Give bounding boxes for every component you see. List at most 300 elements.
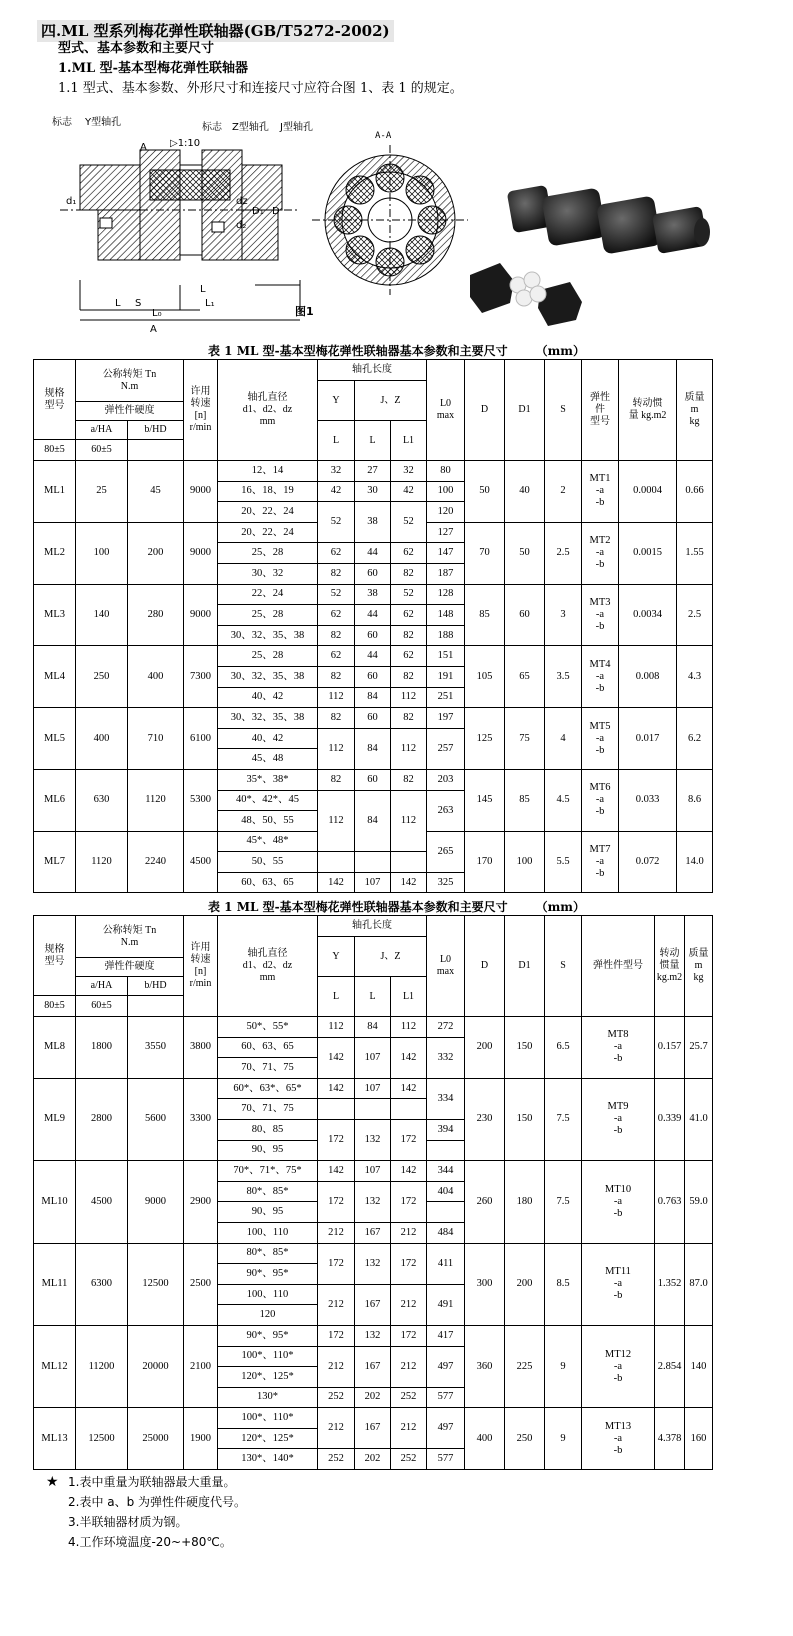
table-row [34,1408,713,1429]
cell-inertia: 4.378 [655,1408,685,1470]
cell-bore-dia: 40、42 [218,687,318,708]
cell-l0: 497 [427,1346,465,1387]
cell-l1: 112 [391,687,427,708]
aa-section-drawing [312,145,468,295]
cell-torque-a: 12500 [76,1408,128,1470]
cell-bore-dia: 90、95 [218,1140,318,1161]
cell-l0: 197 [427,708,465,729]
cell-l1: 252 [391,1387,427,1408]
cell-S: 9 [545,1408,582,1470]
cell-speed: 2500 [184,1243,218,1325]
cell-l: 167 [355,1284,391,1325]
th-hd: b/HD [128,421,184,440]
cell-y: 42 [318,481,355,502]
product-photo [470,185,710,326]
cell-bore-dia: 90、95 [218,1202,318,1223]
cell-torque-a: 6300 [76,1243,128,1325]
cell-y: 212 [318,1284,355,1325]
cell-l1: 252 [391,1449,427,1470]
cell-inertia: 0.157 [655,1017,685,1079]
table-row [34,461,713,482]
cell-D1: 40 [505,461,545,523]
th-bore-dia: 轴孔直径 d1、d2、dz mm [218,360,318,461]
cell-torque-b: 45 [128,461,184,523]
cell-y: 212 [318,1222,355,1243]
cell-bore-dia: 120*、125* [218,1367,318,1388]
cell-mass: 140 [685,1325,713,1407]
cell-l: 84 [355,728,391,769]
cell-l1: 52 [391,584,427,605]
cell-l1: 172 [391,1243,427,1284]
cell-y: 112 [318,728,355,769]
cell-y: 252 [318,1449,355,1470]
cell-D1: 250 [505,1408,545,1470]
cell-D: 125 [465,708,505,770]
cell-y: 52 [318,584,355,605]
cell-bore-dia: 22、24 [218,584,318,605]
table-row [34,1243,713,1264]
label-j-bore: J型轴孔 [280,122,313,133]
cell-l: 107 [355,1078,391,1099]
th-jz-l1: L1 [391,421,427,461]
cell-l: 44 [355,605,391,626]
t2-th-hardness: 弹性件硬度 [76,958,184,977]
th-ha-val: 80±5 [34,440,76,461]
cell-torque-a: 630 [76,769,128,831]
cell-l0: 128 [427,584,465,605]
cell-y: 62 [318,543,355,564]
cell-S: 4 [545,708,582,770]
cell-S: 7.5 [545,1161,582,1243]
table1-caption [0,342,793,359]
cell-bore-dia: 130* [218,1387,318,1408]
table-row [34,1078,713,1099]
cell-bore-dia: 80、85 [218,1119,318,1140]
dim-d2: d₂ [236,220,247,231]
th-hardness: 弹性件硬度 [76,402,184,421]
cell-l0: 344 [427,1161,465,1182]
t2-th-d1: D1 [505,916,545,1017]
cell-D: 50 [465,461,505,523]
note-1: ★ 1.表中重量为联轴器最大重量。 [46,1474,236,1490]
cell-model: ML12 [34,1325,76,1407]
cell-torque-a: 2800 [76,1078,128,1160]
cell-bore-dia: 100*、110* [218,1408,318,1429]
cell-D1: 150 [505,1017,545,1079]
th-model: 规格 型号 [34,360,76,440]
cell-l1: 82 [391,625,427,646]
cell-S: 3 [545,584,582,646]
cell-l: 202 [355,1387,391,1408]
table1 [33,359,713,893]
cell-bore-dia: 16、18、19 [218,481,318,502]
cell-model: ML9 [34,1078,76,1160]
dim-L1: L₁ [205,298,215,309]
subtitle-type: 型式、基本参数和主要尺寸 [58,41,215,56]
cell-l0 [427,1140,465,1161]
cell-bore-dia: 70、71、75 [218,1099,318,1120]
t2-th-model: 规格 型号 [34,916,76,996]
th-d: D [465,360,505,461]
cell-l0: 203 [427,769,465,790]
cell-model: ML1 [34,461,76,523]
cell-torque-b: 5600 [128,1078,184,1160]
cell-D: 170 [465,831,505,893]
cell-l1: 62 [391,646,427,667]
cell-y: 212 [318,1346,355,1387]
cell-elastic: MT1 -a -b [582,461,619,523]
cell-D: 400 [465,1408,505,1470]
cell-l1: 212 [391,1408,427,1449]
cell-l: 107 [355,872,391,893]
cell-y: 32 [318,461,355,482]
dim-L: L [115,298,121,309]
cell-S: 2.5 [545,522,582,584]
t2-th-l0: L0 max [427,916,465,1017]
cell-l1: 112 [391,1017,427,1038]
cell-l1: 62 [391,543,427,564]
cell-torque-b: 280 [128,584,184,646]
cell-D: 260 [465,1161,505,1243]
cell-torque-a: 11200 [76,1325,128,1407]
cell-mass: 160 [685,1408,713,1470]
th-hd-val: 60±5 [76,440,128,461]
cell-inertia: 0.008 [619,646,677,708]
table-row [34,1161,713,1182]
cell-bore-dia: 80*、85* [218,1243,318,1264]
cell-speed: 9000 [184,461,218,523]
th-jz-l: L [355,421,391,461]
cell-l0 [427,1202,465,1223]
cell-bore-dia: 60、63、65 [218,1037,318,1058]
cell-bore-dia: 12、14 [218,461,318,482]
cell-D1: 75 [505,708,545,770]
cell-bore-dia: 20、22、24 [218,502,318,523]
cell-y: 112 [318,1017,355,1038]
cell-y: 212 [318,1408,355,1449]
cell-y [318,852,355,873]
th-y-l: L [318,421,355,461]
cell-y: 62 [318,646,355,667]
cell-S: 4.5 [545,769,582,831]
cell-inertia: 0.033 [619,769,677,831]
cell-inertia: 0.017 [619,708,677,770]
cell-S: 9 [545,1325,582,1407]
cell-torque-a: 1120 [76,831,128,893]
cell-y: 172 [318,1325,355,1346]
cell-model: ML8 [34,1017,76,1079]
table1-caption-text: 表 1 ML 型-基本型梅花弹性联轴器基本参数和主要尺寸 [208,344,508,358]
cell-y: 142 [318,1037,355,1078]
cell-D: 300 [465,1243,505,1325]
cell-D: 85 [465,584,505,646]
cell-l [355,1099,391,1120]
table-row [34,769,713,790]
cell-torque-a: 1800 [76,1017,128,1079]
cell-D1: 50 [505,522,545,584]
cell-l0: 257 [427,728,465,769]
cell-y: 82 [318,563,355,584]
cell-mass: 59.0 [685,1161,713,1243]
subtitle-ml: 1.ML 型-基本型梅花弹性联轴器 [58,61,249,76]
cell-l1: 142 [391,1161,427,1182]
cell-bore-dia: 35*、38* [218,769,318,790]
cell-torque-b: 2240 [128,831,184,893]
cell-elastic: MT8 -a -b [582,1017,655,1079]
cell-y: 62 [318,605,355,626]
dim-dz: dz [236,196,248,207]
note-3: 3.半联轴器材质为钢。 [68,1515,188,1529]
cell-bore-dia: 45、48 [218,749,318,770]
t2-th-jz-l: L [355,977,391,1017]
dim-D1: D₁ [252,206,264,217]
table2-caption [0,898,793,915]
cell-inertia: 0.0015 [619,522,677,584]
cell-S: 3.5 [545,646,582,708]
cell-model: ML11 [34,1243,76,1325]
cell-l1: 112 [391,728,427,769]
cell-bore-dia: 30、32、35、38 [218,625,318,646]
t2-th-y: Y [318,937,355,977]
cell-S: 5.5 [545,831,582,893]
cell-l: 60 [355,563,391,584]
cell-l1 [391,852,427,873]
cell-l [355,852,391,873]
cell-torque-a: 250 [76,646,128,708]
cell-speed: 3800 [184,1017,218,1079]
cell-l: 167 [355,1346,391,1387]
cell-D: 200 [465,1017,505,1079]
cell-mass: 41.0 [685,1078,713,1160]
cell-l: 44 [355,543,391,564]
intro-text: 1.1 型式、基本参数、外形尺寸和连接尺寸应符合图 1、表 1 的规定。 [58,81,463,96]
th-ha: a/HA [76,421,128,440]
table-row [34,584,713,605]
cell-l0: 497 [427,1408,465,1449]
cell-l1: 82 [391,708,427,729]
cell-l1 [391,1099,427,1120]
th-d1: D1 [505,360,545,461]
table-row [34,708,713,729]
table1-unit: （mm） [535,344,585,358]
cell-bore-dia: 30、32、35、38 [218,708,318,729]
cell-l1: 142 [391,872,427,893]
cell-l0: 417 [427,1325,465,1346]
dim-S: S [135,298,142,309]
cell-l: 167 [355,1408,391,1449]
cell-y: 82 [318,625,355,646]
cell-bore-dia: 120*、125* [218,1428,318,1449]
cell-l1: 112 [391,790,427,852]
cell-y: 82 [318,708,355,729]
cell-l0: 334 [427,1078,465,1119]
cell-l0: 411 [427,1243,465,1284]
cell-bore-dia: 100、110 [218,1222,318,1243]
th-bore-len: 轴孔长度 [318,360,427,381]
cell-torque-b: 20000 [128,1325,184,1407]
cell-model: ML13 [34,1408,76,1470]
cell-l: 60 [355,708,391,729]
cell-model: ML6 [34,769,76,831]
label-section-aa: A-A [375,131,392,141]
cell-torque-a: 100 [76,522,128,584]
cell-l0: 127 [427,522,465,543]
cell-bore-dia: 70*、71*、75* [218,1161,318,1182]
cell-l0: 151 [427,646,465,667]
side-section-drawing [60,150,300,320]
cell-l: 167 [355,1222,391,1243]
cell-l0: 577 [427,1387,465,1408]
cell-D1: 65 [505,646,545,708]
cell-elastic: MT2 -a -b [582,522,619,584]
cell-y: 142 [318,872,355,893]
cell-speed: 2100 [184,1325,218,1407]
cell-l0: 187 [427,563,465,584]
cell-S: 7.5 [545,1078,582,1160]
cell-elastic: MT11 -a -b [582,1243,655,1325]
cell-torque-b: 9000 [128,1161,184,1243]
cell-elastic: MT7 -a -b [582,831,619,893]
cell-speed: 7300 [184,646,218,708]
dim-L0: L₀ [152,308,162,319]
cell-l: 38 [355,502,391,543]
cell-torque-b: 200 [128,522,184,584]
cell-torque-b: 1120 [128,769,184,831]
cell-mass: 0.66 [677,461,713,523]
cell-l1: 212 [391,1284,427,1325]
cell-l: 27 [355,461,391,482]
cell-model: ML4 [34,646,76,708]
cell-y: 82 [318,769,355,790]
cell-y: 82 [318,666,355,687]
cell-speed: 4500 [184,831,218,893]
cell-inertia: 0.0034 [619,584,677,646]
t2-th-bore-dia: 轴孔直径 d1、d2、dz mm [218,916,318,1017]
cell-bore-dia: 50、55 [218,852,318,873]
cell-inertia: 0.0004 [619,461,677,523]
cell-bore-dia: 80*、85* [218,1181,318,1202]
cell-l0: 404 [427,1181,465,1202]
notes [46,1472,246,1552]
cell-l: 38 [355,584,391,605]
cell-D1: 100 [505,831,545,893]
cell-l: 107 [355,1037,391,1078]
t2-th-jz: J、Z [355,937,427,977]
t2-th-bore-len: 轴孔长度 [318,916,427,937]
t2-th-s: S [545,916,582,1017]
cell-torque-a: 25 [76,461,128,523]
cell-bore-dia: 45*、48* [218,831,318,852]
t2-th-hd: b/HD [128,977,184,996]
cell-bore-dia: 90*、95* [218,1264,318,1285]
cell-l0: 191 [427,666,465,687]
cell-torque-a: 140 [76,584,128,646]
label-z-bore: Z型轴孔 [232,122,269,133]
cell-l1: 212 [391,1346,427,1387]
t2-th-d: D [465,916,505,1017]
cell-mass: 6.2 [677,708,713,770]
cell-D1: 200 [505,1243,545,1325]
cell-model: ML5 [34,708,76,770]
cell-D1: 60 [505,584,545,646]
cell-y: 252 [318,1387,355,1408]
cell-speed: 1900 [184,1408,218,1470]
cell-l0: 263 [427,790,465,831]
cell-mass: 25.7 [685,1017,713,1079]
cell-y: 142 [318,1161,355,1182]
figure-1 [40,110,760,335]
dim-a-top: A [140,142,147,153]
t2-th-inertia: 转动 惯量 kg.m2 [655,916,685,1017]
cell-D: 145 [465,769,505,831]
cell-l0: 272 [427,1017,465,1038]
dim-D: D [272,206,280,217]
cell-bore-dia: 25、28 [218,646,318,667]
cell-torque-a: 400 [76,708,128,770]
cell-bore-dia: 30、32 [218,563,318,584]
cell-D1: 85 [505,769,545,831]
cell-bore-dia: 25、28 [218,605,318,626]
cell-elastic: MT9 -a -b [582,1078,655,1160]
th-torque: 公称转矩 Tn N.m [76,360,184,402]
th-l0: L0 max [427,360,465,461]
cell-speed: 3300 [184,1078,218,1160]
star-icon: ★ [46,1474,59,1490]
cell-l1: 142 [391,1078,427,1099]
cell-l1: 32 [391,461,427,482]
cell-elastic: MT12 -a -b [582,1325,655,1407]
t2-th-torque: 公称转矩 Tn N.m [76,916,184,958]
cell-l0: 491 [427,1284,465,1325]
t2-th-ha: a/HA [76,977,128,996]
th-s: S [545,360,582,461]
cell-l: 44 [355,646,391,667]
cell-bore-dia: 120 [218,1305,318,1326]
table2-unit: （mm） [535,900,585,914]
cell-l0: 120 [427,502,465,523]
cell-bore-dia: 25、28 [218,543,318,564]
cell-mass: 4.3 [677,646,713,708]
cell-bore-dia: 20、22、24 [218,522,318,543]
cell-l0: 325 [427,872,465,893]
cell-l: 132 [355,1243,391,1284]
cell-l1: 82 [391,563,427,584]
cell-mass: 14.0 [677,831,713,893]
dim-Lb: L [200,284,206,295]
cell-speed: 6100 [184,708,218,770]
cell-elastic: MT10 -a -b [582,1161,655,1243]
table2-caption-text: 表 1 ML 型-基本型梅花弹性联轴器基本参数和主要尺寸 [208,900,508,914]
th-speed: 许用 转速 [n] r/min [184,360,218,461]
cell-mass: 1.55 [677,522,713,584]
cell-bore-dia: 48、50、55 [218,811,318,832]
t2-th-mass: 质量 m kg [685,916,713,1017]
cell-l0: 577 [427,1449,465,1470]
cell-l0: 251 [427,687,465,708]
cell-torque-a: 4500 [76,1161,128,1243]
cell-l0: 332 [427,1037,465,1078]
cell-D1: 150 [505,1078,545,1160]
cell-model: ML2 [34,522,76,584]
note-4: 4.工作环境温度-20~+80℃。 [68,1535,232,1549]
cell-l1: 172 [391,1325,427,1346]
cell-S: 6.5 [545,1017,582,1079]
cell-speed: 5300 [184,769,218,831]
cell-elastic: MT5 -a -b [582,708,619,770]
cell-bore-dia: 50*、55* [218,1017,318,1038]
cell-bore-dia: 60*、63*、65* [218,1078,318,1099]
dim-d1: d₁ [66,196,77,207]
